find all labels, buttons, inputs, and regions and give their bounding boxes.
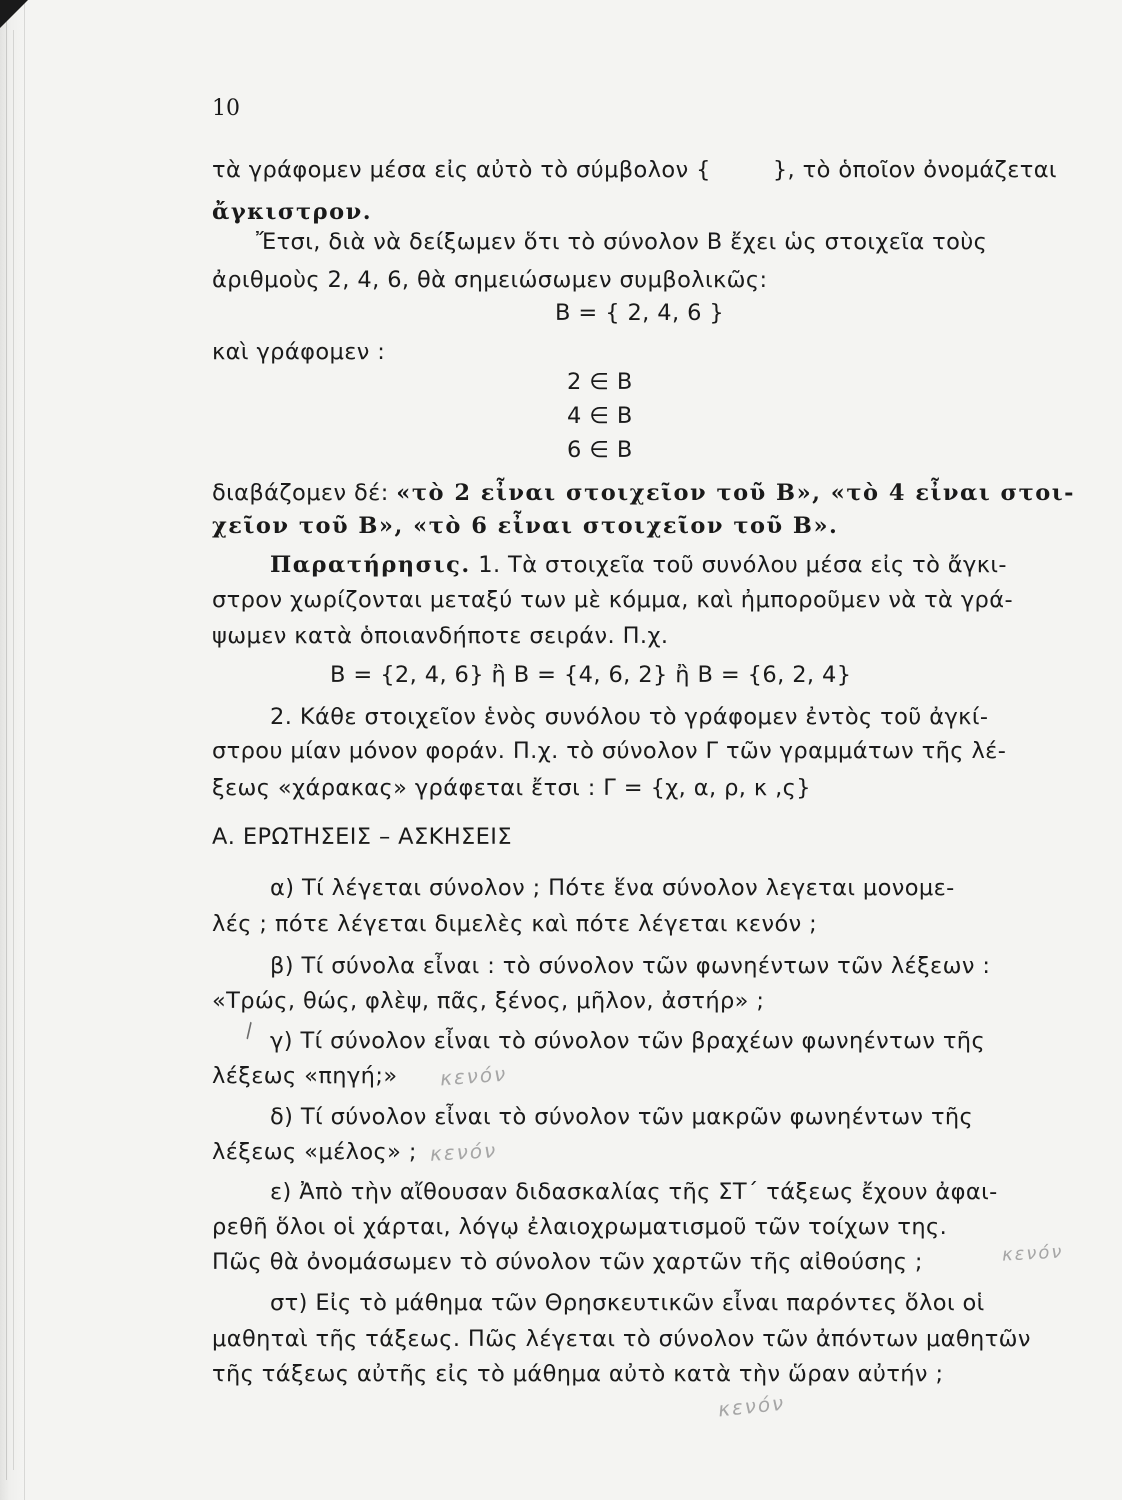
handwritten-note-2: κενόν xyxy=(429,1138,498,1166)
handwritten-note-1: κενόν xyxy=(439,1061,508,1091)
text-line-17: στρου μίαν μόνον φοράν. Π.χ. τὸ σύνολον Γ τῶν γραμμάτων τῆς λέ- xyxy=(212,738,1007,764)
exercise-e-line-1: ε) Ἀπὸ τὴν αἴθουσαν διδασκαλίας τῆς ΣΤ΄ τάξεως ἔχουν ἀφαι- xyxy=(270,1179,998,1205)
text-line-12 xyxy=(270,550,1007,580)
text-line-10 xyxy=(212,478,1075,508)
exercise-e-line-3: Πῶς θὰ ὀνομάσωμεν τὸ σύνολον τῶν χαρτῶν τῆς αἰθούσης ; xyxy=(212,1249,923,1275)
exercise-a-line-2: λές ; πότε λέγεται διμελὲς καὶ πότε λέγεται κενόν ; xyxy=(212,911,818,937)
pencil-tick-mark: \ xyxy=(240,1017,259,1043)
text-line-11: χεῖον τοῦ Β», «τὸ 6 εἶναι στοιχεῖον τοῦ Β». xyxy=(212,513,839,539)
set-orderings: Β = {2, 4, 6} ἢ Β = {4, 6, 2} ἢ Β = {6, 2, 4} xyxy=(330,662,852,688)
page-edge xyxy=(0,0,25,1500)
exercise-d-line-1: δ) Τί σύνολον εἶναι τὸ σύνολον τῶν μακρῶν φωνηέντων τῆς xyxy=(270,1104,974,1130)
element-6-in-b: 6 ∈ Β xyxy=(567,437,633,463)
exercise-b-line-1: β) Τί σύνολα εἶναι : τὸ σύνολον τῶν φωνηέντων τῶν λέξεων : xyxy=(270,953,991,979)
exercise-c-line-2: λέξεως «πηγή;» xyxy=(212,1063,398,1089)
exercise-f-line-3: τῆς τάξεως αὐτῆς εἰς τὸ μάθημα αὐτὸ κατὰ τὴν ὥραν αὐτήν ; xyxy=(212,1361,944,1387)
exercise-e-line-2: ρεθῆ ὅλοι οἱ χάρται, λόγῳ ἐλαιοχρωματισμοῦ τῶν τοίχων της. xyxy=(212,1214,948,1240)
text-line-3: Ἔτσι, διὰ νὰ δείξωμεν ὅτι τὸ σύνολον Β ἔχει ὡς στοιχεῖα τοὺς xyxy=(256,229,988,255)
remark-heading: Παρατήρησις. xyxy=(270,552,471,578)
element-2-in-b: 2 ∈ Β xyxy=(567,369,633,395)
text-line-18: ξεως «χάρακας» γράφεται ἔτσι : Γ = {χ, α, ρ, κ ,ς} xyxy=(212,775,811,801)
exercise-f-line-2: μαθηταὶ τῆς τάξεως. Πῶς λέγεται τὸ σύνολον τῶν ἀπόντων μαθητῶν xyxy=(212,1326,1031,1352)
text-line-13: στρον χωρίζονται μεταξύ των μὲ κόμμα, καὶ ἠμποροῦμεν νὰ τὰ γρά- xyxy=(212,587,1013,613)
text-line-6: καὶ γράφομεν : xyxy=(212,339,386,365)
exercise-c-line-1: γ) Τί σύνολον εἶναι τὸ σύνολον τῶν βραχέων φωνηέντων τῆς xyxy=(270,1028,986,1054)
text-line-4: ἀριθμοὺς 2, 4, 6, θὰ σημειώσωμεν συμβολικῶς: xyxy=(212,267,768,293)
text-line-1b: }, τὸ ὁποῖον ὀνομάζεται xyxy=(772,157,1057,183)
text-line-12b: 1. Τὰ στοιχεῖα τοῦ συνόλου μέσα εἰς τὸ ἄγκι- xyxy=(478,552,1007,578)
element-4-in-b: 4 ∈ Β xyxy=(567,403,633,429)
page-number: 10 xyxy=(212,96,240,121)
handwritten-note-4: κενόν xyxy=(716,1390,787,1422)
text-line-16: 2. Κάθε στοιχεῖον ἑνὸς συνόλου τὸ γράφομεν ἐντὸς τοῦ ἀγκί- xyxy=(270,704,989,730)
exercise-d-line-2: λέξεως «μέλος» ; xyxy=(212,1139,417,1165)
text-line-10a: διαβάζομεν δέ: xyxy=(212,480,389,506)
set-b-definition: Β = { 2, 4, 6 } xyxy=(555,300,725,326)
exercise-b-line-2: «Τρώς, θώς, φλὲψ, πᾶς, ξένος, μῆλον, ἀστήρ» ; xyxy=(212,988,765,1014)
exercise-a-line-1: α) Τί λέγεται σύνολον ; Πότε ἕνα σύνολον λεγεται μονομε- xyxy=(270,875,955,901)
text-line-14: ψωμεν κατὰ ὁποιανδήποτε σειράν. Π.χ. xyxy=(212,623,669,649)
text-line-10b: «τὸ 2 εἶναι στοιχεῖον τοῦ Β», «τὸ 4 εἶναι στοι- xyxy=(396,480,1076,506)
exercise-f-line-1: στ) Εἰς τὸ μάθημα τῶν Θρησκευτικῶν εἶναι παρόντες ὅλοι οἱ xyxy=(270,1290,985,1316)
term-agkistron: ἄγκιστρον. xyxy=(212,199,373,225)
handwritten-note-3: κενόν xyxy=(1001,1241,1064,1266)
exercises-heading: Α. ΕΡΩΤΗΣΕΙΣ – ΑΣΚΗΣΕΙΣ xyxy=(212,824,512,850)
text-line-1a: τὰ γράφομεν μέσα εἰς αὐτὸ τὸ σύμβολον { xyxy=(212,157,711,183)
text-line-1 xyxy=(212,155,1057,185)
page-corner xyxy=(0,0,28,28)
